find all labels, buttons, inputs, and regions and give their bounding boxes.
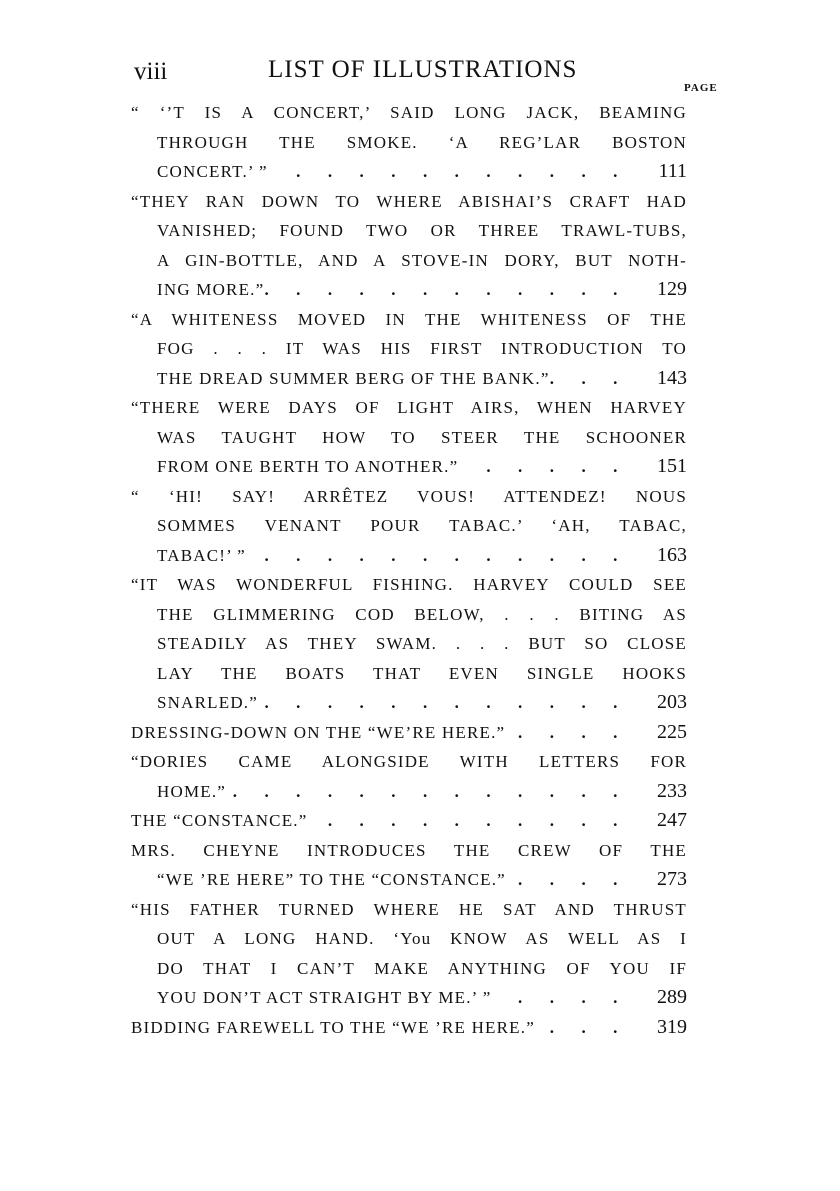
entry-caption-line: “ ‘HI! SAY! ARRÊTEZ VOUS! ATTENDEZ! NOUS — [131, 486, 687, 506]
entry-last-line — [131, 364, 687, 394]
entry-last-line — [131, 983, 687, 1013]
entry-caption-line: MRS. CHEYNE INTRODUCES THE CREW OF THE — [131, 840, 687, 860]
entry-caption-line: DO THAT I CAN’T MAKE ANYTHING OF YOU IF — [157, 958, 687, 978]
illustration-entry — [131, 305, 687, 394]
entry-caption-line: “THERE WERE DAYS OF LIGHT AIRS, WHEN HARVEY — [131, 398, 687, 417]
entry-caption-text: ING MORE.” — [157, 280, 265, 299]
entry-page-number: 203 — [657, 691, 687, 713]
dot-leader — [258, 688, 629, 718]
entry-caption-text: TABAC!’ ” — [157, 545, 246, 565]
entry-page-number: 233 — [657, 779, 687, 802]
illustration-entry — [131, 98, 687, 187]
entry-caption-text: SNARLED.” — [157, 693, 258, 712]
entry-last-line — [131, 688, 687, 718]
dot-leader — [505, 718, 629, 748]
entry-caption-line: A GIN-BOTTLE, AND A STOVE-IN DORY, BUT NOTH- — [157, 250, 687, 270]
entry-page-number: 289 — [657, 986, 687, 1008]
entry-caption-text: THE “CONSTANCE.” — [131, 811, 308, 830]
entry-caption-text: FROM ONE BERTH TO ANOTHER.” — [157, 457, 459, 476]
dot-leader — [535, 1013, 629, 1043]
entry-page-number: 111 — [658, 160, 687, 182]
entry-caption-line: “ ‘’T IS A CONCERT,’ SAID LONG JACK, BEAMING — [131, 103, 687, 122]
illustrations-list — [131, 98, 687, 1042]
illustration-entry — [131, 393, 687, 482]
entry-caption-line: LAY THE BOATS THAT EVEN SINGLE HOOKS — [157, 663, 687, 683]
entry-caption-line: “IT WAS WONDERFUL FISHING. HARVEY COULD SEE — [131, 575, 687, 594]
entry-caption-text: DRESSING-DOWN ON THE “WE’RE HERE.” — [131, 722, 506, 742]
entry-caption-line: VANISHED; FOUND TWO OR THREE TRAWL-TUBS, — [157, 221, 687, 240]
dot-leader — [226, 777, 629, 807]
dot-leader — [268, 157, 629, 187]
dot-leader — [491, 983, 629, 1013]
entry-caption-line: SOMMES VENANT POUR TABAC.’ ‘AH, TABAC, — [157, 516, 687, 535]
entry-last-line — [131, 157, 687, 187]
entry-caption-text: CONCERT.’ ” — [157, 162, 268, 181]
entry-caption-line: “DORIES CAME ALONGSIDE WITH LETTERS FOR — [131, 752, 687, 771]
page-column-label: PAGE — [684, 82, 718, 94]
entry-page-number: 151 — [657, 455, 687, 477]
entry-caption-line: FOG . . . IT WAS HIS FIRST INTRODUCTION TO — [157, 339, 687, 358]
entry-caption-text: BIDDING FAREWELL TO THE “WE ’RE HERE.” — [131, 1017, 535, 1037]
page-number: viii — [134, 58, 168, 85]
entry-caption-line: “HIS FATHER TURNED WHERE HE SAT AND THRUST — [131, 899, 687, 919]
illustration-entry — [131, 482, 687, 571]
dot-leader — [246, 541, 629, 571]
entry-caption-line: THROUGH THE SMOKE. ‘A REG’LAR BOSTON — [157, 132, 687, 152]
entry-last-line — [131, 1013, 687, 1043]
entry-caption-text: YOU DON’T ACT STRAIGHT BY ME.’ ” — [157, 988, 492, 1007]
entry-last-line — [131, 718, 687, 748]
illustration-entry — [131, 187, 687, 305]
entry-last-line — [131, 541, 687, 571]
page-title: LIST OF ILLUSTRATIONS — [268, 56, 578, 83]
entry-last-line — [131, 777, 687, 807]
entry-page-number: 163 — [657, 543, 687, 566]
entry-page-number: 143 — [657, 366, 687, 389]
entry-caption-line: “A WHITENESS MOVED IN THE WHITENESS OF THE — [131, 309, 687, 329]
illustration-entry — [131, 747, 687, 806]
dot-leader — [458, 452, 629, 482]
entry-page-number: 247 — [657, 809, 687, 831]
illustration-entry — [131, 718, 687, 748]
entry-last-line — [131, 865, 687, 895]
entry-last-line — [131, 275, 687, 305]
entry-last-line — [131, 452, 687, 482]
illustration-entry — [131, 570, 687, 718]
entry-page-number: 225 — [657, 720, 687, 743]
entry-caption-text: THE DREAD SUMMER BERG OF THE BANK.” — [157, 368, 550, 388]
entry-caption-text: “WE ’RE HERE” TO THE “CONSTANCE.” — [157, 870, 506, 889]
entry-caption-text: HOME.” — [157, 781, 227, 801]
entry-page-number: 319 — [657, 1015, 687, 1038]
entry-caption-line: OUT A LONG HAND. ‘You KNOW AS WELL AS I — [157, 929, 687, 948]
entry-caption-line: “THEY RAN DOWN TO WHERE ABISHAI’S CRAFT HAD — [131, 191, 687, 211]
illustration-entry — [131, 1013, 687, 1043]
entry-last-line — [131, 806, 687, 836]
illustration-entry — [131, 836, 687, 895]
entry-page-number: 129 — [657, 278, 687, 300]
entry-caption-line: STEADILY AS THEY SWAM. . . . BUT SO CLOSE — [157, 634, 687, 653]
dot-leader — [264, 275, 629, 305]
dot-leader — [550, 364, 629, 394]
entry-caption-line: WAS TAUGHT HOW TO STEER THE SCHOONER — [157, 427, 687, 447]
entry-caption-line: THE GLIMMERING COD BELOW, . . . BITING AS — [157, 604, 687, 624]
dot-leader — [307, 806, 629, 836]
entry-page-number: 273 — [657, 868, 687, 890]
dot-leader — [506, 865, 629, 895]
illustration-entry — [131, 895, 687, 1013]
illustration-entry — [131, 806, 687, 836]
